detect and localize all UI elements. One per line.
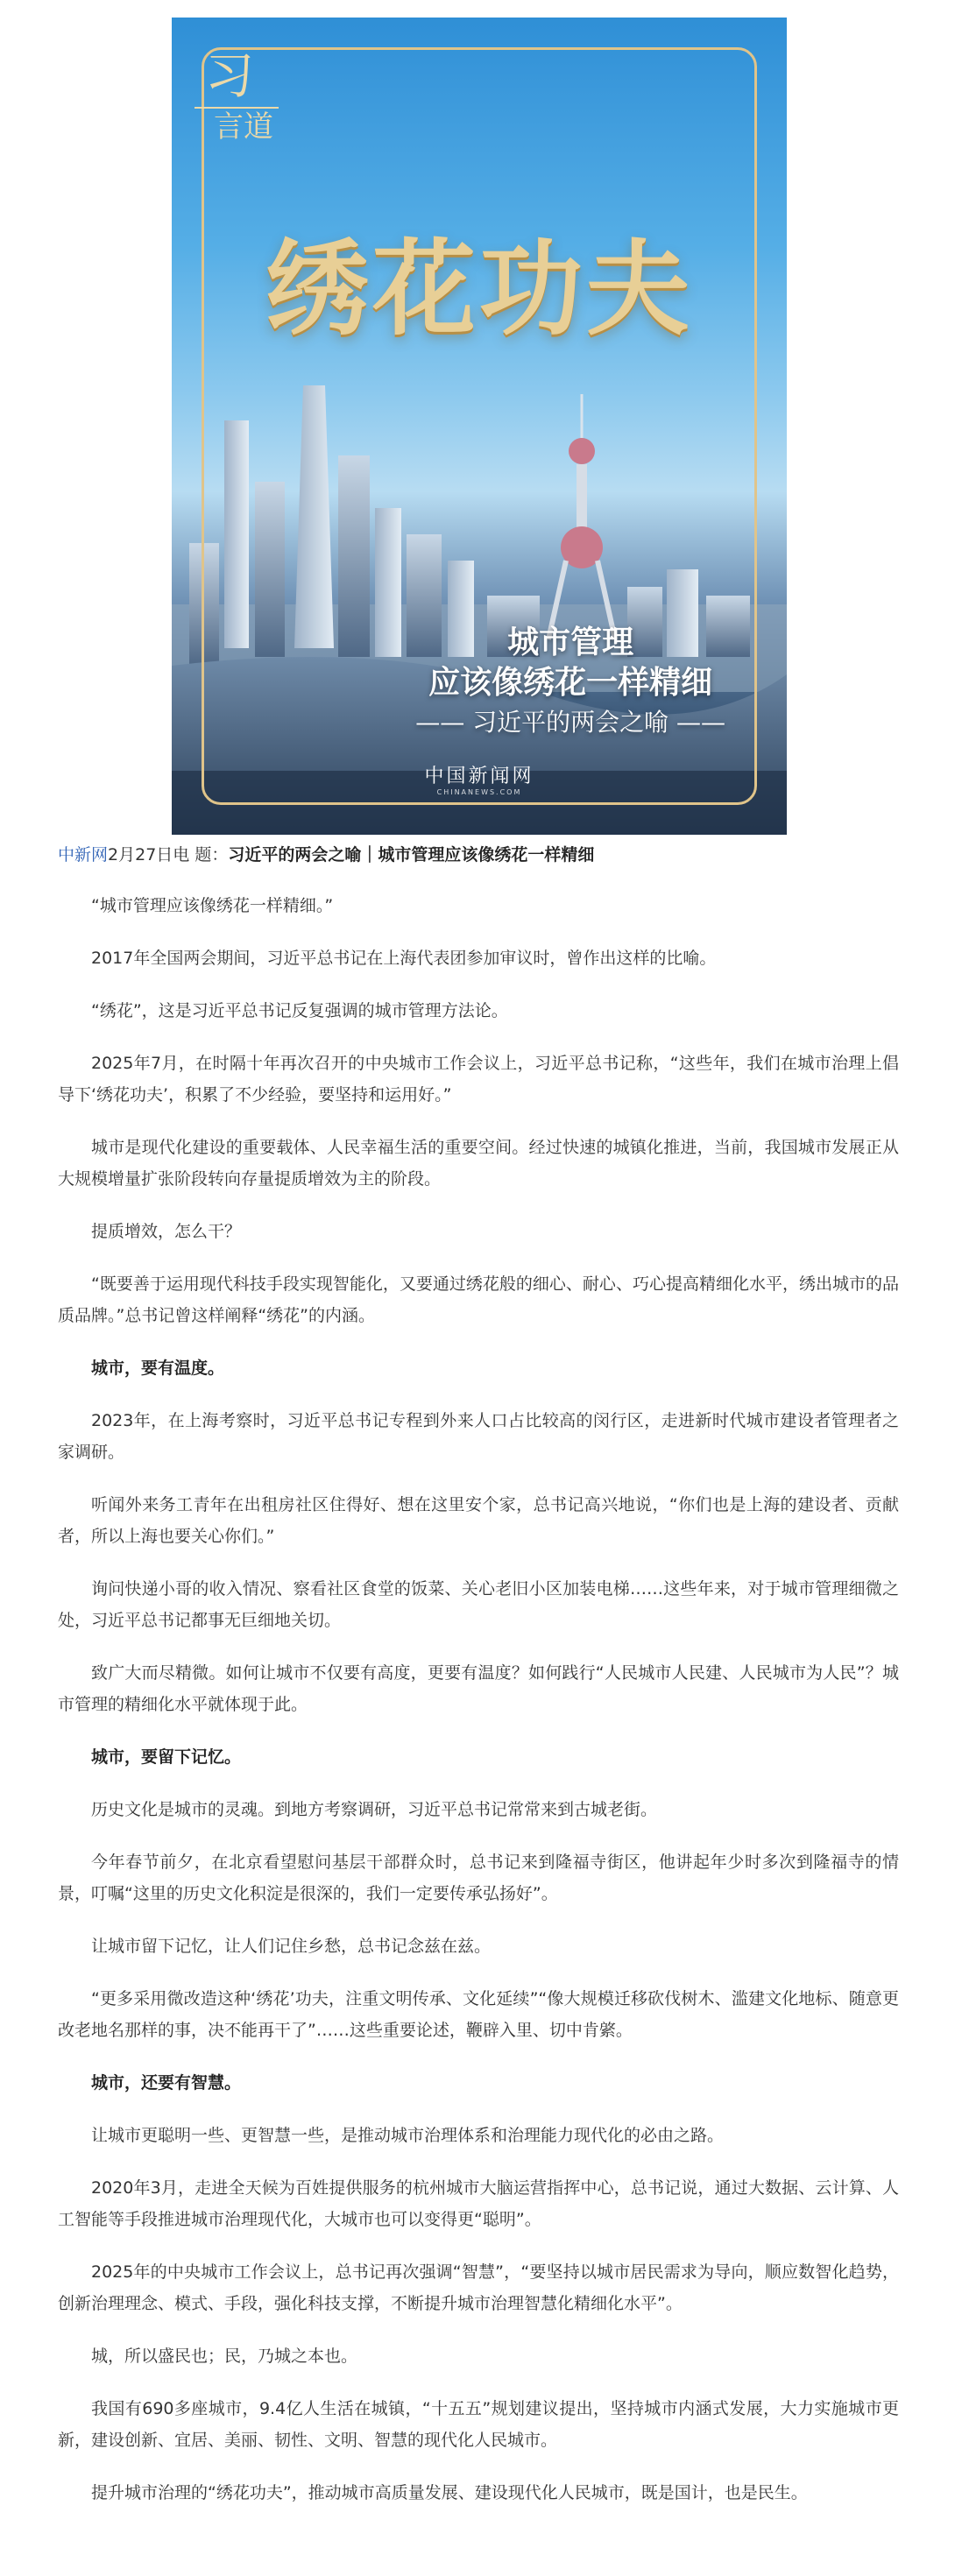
paragraph: 2023年，在上海考察时，习近平总书记专程到外来人口占比较高的闵行区，走进新时代城市建设者管理者之家调研。 (58, 1411, 899, 1462)
article-title: 习近平的两会之喻｜城市管理应该像绣花一样精细 (228, 845, 595, 865)
paragraph: 历史文化是城市的灵魂。到地方考察调研，习近平总书记常常来到古城老街。 (91, 1800, 658, 1819)
poster-image (172, 18, 787, 835)
section-heading: 城市，要有温度。 (91, 1359, 225, 1378)
section-heading: 城市，要留下记忆。 (91, 1747, 242, 1767)
dateline-date: 2月27日电 题： (108, 845, 229, 865)
section-heading: 城市，还要有智慧。 (91, 2073, 242, 2093)
paragraph: “绣花”，这是习近平总书记反复强调的城市管理方法论。 (91, 1001, 508, 1020)
paragraph-list (58, 890, 899, 2509)
paragraph: “更多采用微改造这种‘绣花’功夫，注重文明传承、文化延续”“像大规模迁移砍伐树木、滥建文化地标、随意更改老地名那样的事，决不能再干了”……这些重要论述，鞭辟入里、切中肯綮。 (58, 1989, 899, 2040)
article-body (58, 841, 899, 2509)
paragraph: 致广大而尽精微。如何让城市不仅要有高度，更要有温度？如何践行“人民城市人民建、人民城市为人民”？城市管理的精细化水平就体现于此。 (58, 1663, 899, 1714)
chinanews-logo: 中国新闻网 CHINANEWS.COM (424, 766, 534, 796)
subtitle-line-3: —— 习近平的两会之喻 —— (415, 708, 725, 737)
paragraph: 我国有690多座城市，9.4亿人生活在城镇，“十五五”规划建议提出，坚持城市内涵式发展，大力实施城市更新，建设创新、宜居、美丽、韧性、文明、智慧的现代化人民城市。 (58, 2399, 899, 2450)
paragraph: “既要善于运用现代科技手段实现智能化，又要通过绣花般的细心、耐心、巧心提高精细化水平，绣出城市的品质品牌。”总书记曾这样阐释“绣花”的内涵。 (58, 1274, 899, 1325)
paragraph: 询问快递小哥的收入情况、察看社区食堂的饭菜、关心老旧小区加装电梯……这些年来，对于城市管理细微之处，习近平总书记都事无巨细地关切。 (58, 1579, 899, 1630)
poster-subtitle (415, 622, 725, 743)
paragraph: 提升城市治理的“绣花功夫”，推动城市高质量发展、建设现代化人民城市，既是国计，也是民生。 (91, 2483, 808, 2502)
source-link[interactable]: 中新网 (58, 845, 109, 865)
dateline (58, 841, 899, 869)
paragraph: 听闻外来务工青年在出租房社区住得好、想在这里安个家，总书记高兴地说，“你们也是上海的建设者、贡献者，所以上海也要关心你们。” (58, 1495, 899, 1546)
paragraph: 城，所以盛民也；民，乃城之本也。 (91, 2347, 358, 2366)
subtitle-line-2: 应该像绣花一样精细 (428, 664, 713, 701)
poster-headline: 绣花功夫 (265, 228, 693, 349)
xi-yan-dao-logo: 习 言道 (191, 53, 287, 158)
paragraph: 2020年3月，走进全天候为百姓提供服务的杭州城市大脑运营指挥中心，总书记说，通过大数据、云计算、人工智能等手段推进城市治理现代化，大城市也可以变得更“聪明”。 (58, 2178, 899, 2229)
paragraph: 让城市留下记忆，让人们记住乡愁，总书记念兹在兹。 (91, 1937, 492, 1956)
paragraph: 2025年的中央城市工作会议上，总书记再次强调“智慧”，“要坚持以城市居民需求为导向，顺应数智化趋势，创新治理理念、模式、手段，强化科技支撑，不断提升城市治理智慧化精细化水平”。 (58, 2262, 899, 2313)
paragraph: 让城市更聪明一些、更智慧一些，是推动城市治理体系和治理能力现代化的必由之路。 (91, 2126, 725, 2145)
paragraph: 今年春节前夕，在北京看望慰问基层干部群众时，总书记来到隆福寺街区，他讲起年少时多次到隆福寺的情景，叮嘱“这里的历史文化积淀是很深的，我们一定要传承弘扬好”。 (58, 1853, 899, 1903)
paragraph: 2025年7月，在时隔十年再次召开的中央城市工作会议上，习近平总书记称，“这些年，我们在城市治理上倡导下‘绣花功夫’，积累了不少经验，要坚持和运用好。” (58, 1054, 899, 1105)
paragraph: “城市管理应该像绣花一样精细。” (91, 896, 334, 915)
paragraph: 城市是现代化建设的重要载体、人民幸福生活的重要空间。经过快速的城镇化推进，当前，我国城市发展正从大规模增量扩张阶段转向存量提质增效为主的阶段。 (58, 1138, 899, 1189)
paragraph: 提质增效，怎么干？ (91, 1222, 242, 1241)
paragraph: 2017年全国两会期间，习近平总书记在上海代表团参加审议时，曾作出这样的比喻。 (91, 949, 717, 968)
subtitle-line-1: 城市管理 (507, 624, 634, 660)
